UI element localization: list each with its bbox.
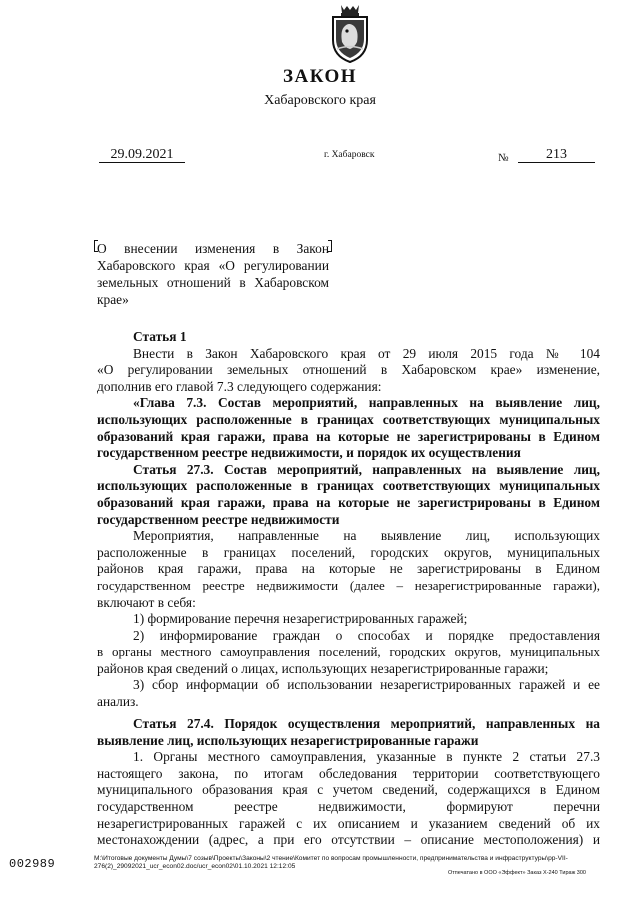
article273-heading-line: Статья 27.3. Состав мероприятий, направленных на выявление лиц, bbox=[133, 461, 600, 477]
article274-para-line: настоящего закона, по итогам обследования территории соответствующего bbox=[97, 765, 600, 781]
list-item-2-line: районов края сведений о лицах, использующих незарегистрированные гаражи; bbox=[97, 660, 549, 676]
coat-of-arms-icon bbox=[327, 4, 373, 64]
article1-heading: Статья 1 bbox=[133, 329, 187, 344]
list-item-3-line: анализ. bbox=[97, 694, 139, 710]
preamble-line: крае» bbox=[97, 292, 129, 307]
article273-para-line: Мероприятия, направленные на выявление лиц, использующих bbox=[133, 528, 600, 544]
article274-para-line: государственном реестре недвижимости, формируют перечни bbox=[97, 798, 600, 814]
chapter-heading-line: государственном реестре недвижимости, и порядок их осуществления bbox=[97, 445, 521, 461]
article273-para-line: расположенные в границах поселений, городских округов, муниципальных bbox=[97, 544, 600, 560]
preamble-line: Хабаровского края «О регулировании bbox=[97, 258, 329, 273]
article1-intro-line: «О регулировании земельных отношений в Хабаровском крае» изменение, bbox=[97, 362, 600, 378]
law-number: 213 bbox=[518, 147, 595, 163]
law-title: ЗАКОН bbox=[282, 66, 358, 87]
article273-heading-line: использующих расположенные в границах соответствующих муниципальных bbox=[97, 478, 600, 494]
law-subtitle: Хабаровского края bbox=[264, 93, 376, 108]
article1-intro-line: Внести в Закон Хабаровского края от 29 июля 2015 года № 104 bbox=[133, 345, 600, 361]
printer-note: Отпечатано в ООО «Эффект» Заказ Х-240 Тираж 300 bbox=[448, 870, 586, 876]
article274 bbox=[97, 716, 600, 849]
law-city: г. Хабаровск bbox=[324, 150, 375, 160]
list-item-2-line: 2) информирование граждан о способах и порядке предоставления bbox=[133, 627, 600, 643]
preamble-line: земельных отношений в Хабаровском bbox=[97, 275, 329, 290]
article1-intro-line: дополнив его главой 7.3 следующего содержания: bbox=[97, 378, 382, 394]
list-item-1: 1) формирование перечня незарегистрированных гаражей; bbox=[133, 611, 468, 627]
list-item-3-line: 3) сбор информации об использовании незарегистрированных гаражей и ее bbox=[133, 677, 600, 693]
chapter-heading-line: «Глава 7.3. Состав мероприятий, направленных на выявление лиц, bbox=[133, 395, 600, 411]
law-date: 29.09.2021 bbox=[99, 147, 185, 163]
law-number-label: № bbox=[498, 152, 509, 164]
document-body bbox=[97, 329, 600, 711]
article274-para-line: местонахождении (адрес, а при его отсутствии – описание местоположения) и bbox=[97, 832, 600, 848]
file-path-footer: M:\Итоговые документы Думы\7 созыв\Проекты\Законы\2 чтение\Комитет по вопросам промышленности, предпринимательства и инфраструктуры\pp-VII-276(2)_29092021_ucr_econ02.doc/ucr_econ02\01.10.2021 12:12:05 bbox=[94, 855, 568, 870]
article274-para-line: 1. Органы местного самоуправления, указанные в пункте 2 статьи 27.3 bbox=[133, 749, 600, 765]
article273-para-line: районов края гаражи, права на которые не зарегистрированы в Едином bbox=[97, 561, 600, 577]
chapter-heading-line: образований края гаражи, права на которые не зарегистрированы в Едином bbox=[97, 428, 600, 444]
article273-para-line: государственном реестре недвижимости (далее – незарегистрированные гаражи), bbox=[97, 577, 600, 593]
chapter-heading-line: использующих расположенные в границах соответствующих муниципальных bbox=[97, 411, 600, 427]
article274-heading-line: Статья 27.4. Порядок осуществления мероприятий, направленных на bbox=[133, 716, 600, 731]
article274-para-line: незарегистрированных гаражей с их описанием и указанием сведений об их bbox=[97, 815, 600, 831]
article274-para-line: муниципального образования края с учетом сведений, содержащихся в Едином bbox=[97, 782, 600, 798]
preamble-line: О внесении изменения в Закон bbox=[97, 241, 329, 256]
article273-heading-line: образований края гаражи, права на которые не зарегистрированы в Едином bbox=[97, 494, 600, 510]
list-item-2-line: в органы местного самоуправления поселений, городских округов, муниципальных bbox=[97, 644, 600, 660]
preamble bbox=[97, 240, 329, 308]
article273-heading-line: государственном реестре недвижимости bbox=[97, 511, 340, 527]
article273-para-line: включают в себя: bbox=[97, 594, 196, 610]
registration-stamp: 002989 bbox=[9, 857, 56, 871]
article274-heading-line: выявление лиц, использующих незарегистрированные гаражи bbox=[97, 732, 479, 748]
